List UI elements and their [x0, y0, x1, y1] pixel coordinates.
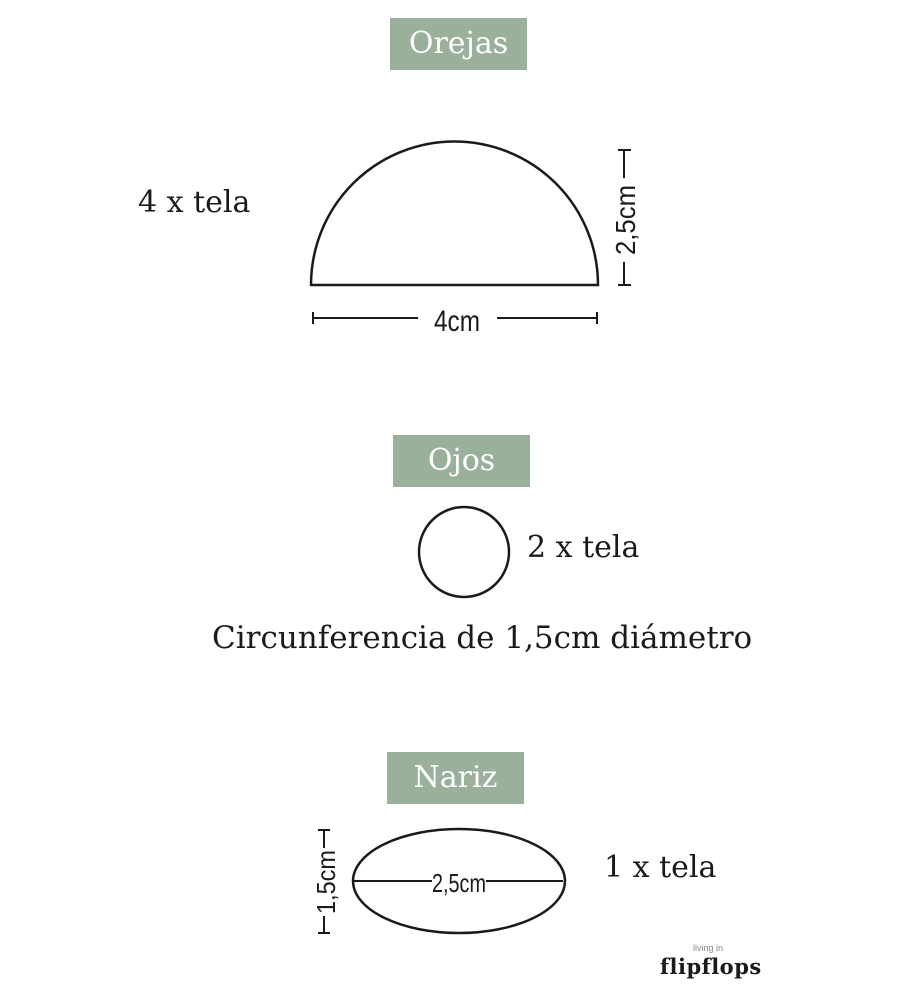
orejas-quantity: 4 x tela: [138, 185, 251, 220]
nose-height-label: 1,5cm: [311, 843, 341, 914]
ear-height-label: 2,5cm: [610, 178, 641, 255]
nariz-title: Nariz: [387, 752, 524, 804]
ojos-quantity: 2 x tela: [527, 530, 640, 565]
ojos-note: Circunferencia de 1,5cm diámetro: [212, 620, 753, 656]
nose-height-dimension: [311, 830, 341, 933]
brand-logo: flipflops: [660, 954, 762, 979]
ojos-title: Ojos: [393, 435, 530, 487]
ear-width-label: 4cm: [434, 305, 480, 338]
nariz-quantity: 1 x tela: [604, 850, 717, 885]
ear-semicircle-shape: [311, 142, 598, 286]
ear-height-dimension: [610, 150, 641, 285]
orejas-title: Orejas: [390, 18, 527, 70]
eye-circle-shape: [419, 507, 509, 597]
ear-width-dimension: [313, 305, 597, 338]
nose-width-dimension: [354, 868, 563, 898]
brand-tagline: living in: [693, 943, 724, 953]
nose-width-label: 2,5cm: [432, 868, 486, 898]
